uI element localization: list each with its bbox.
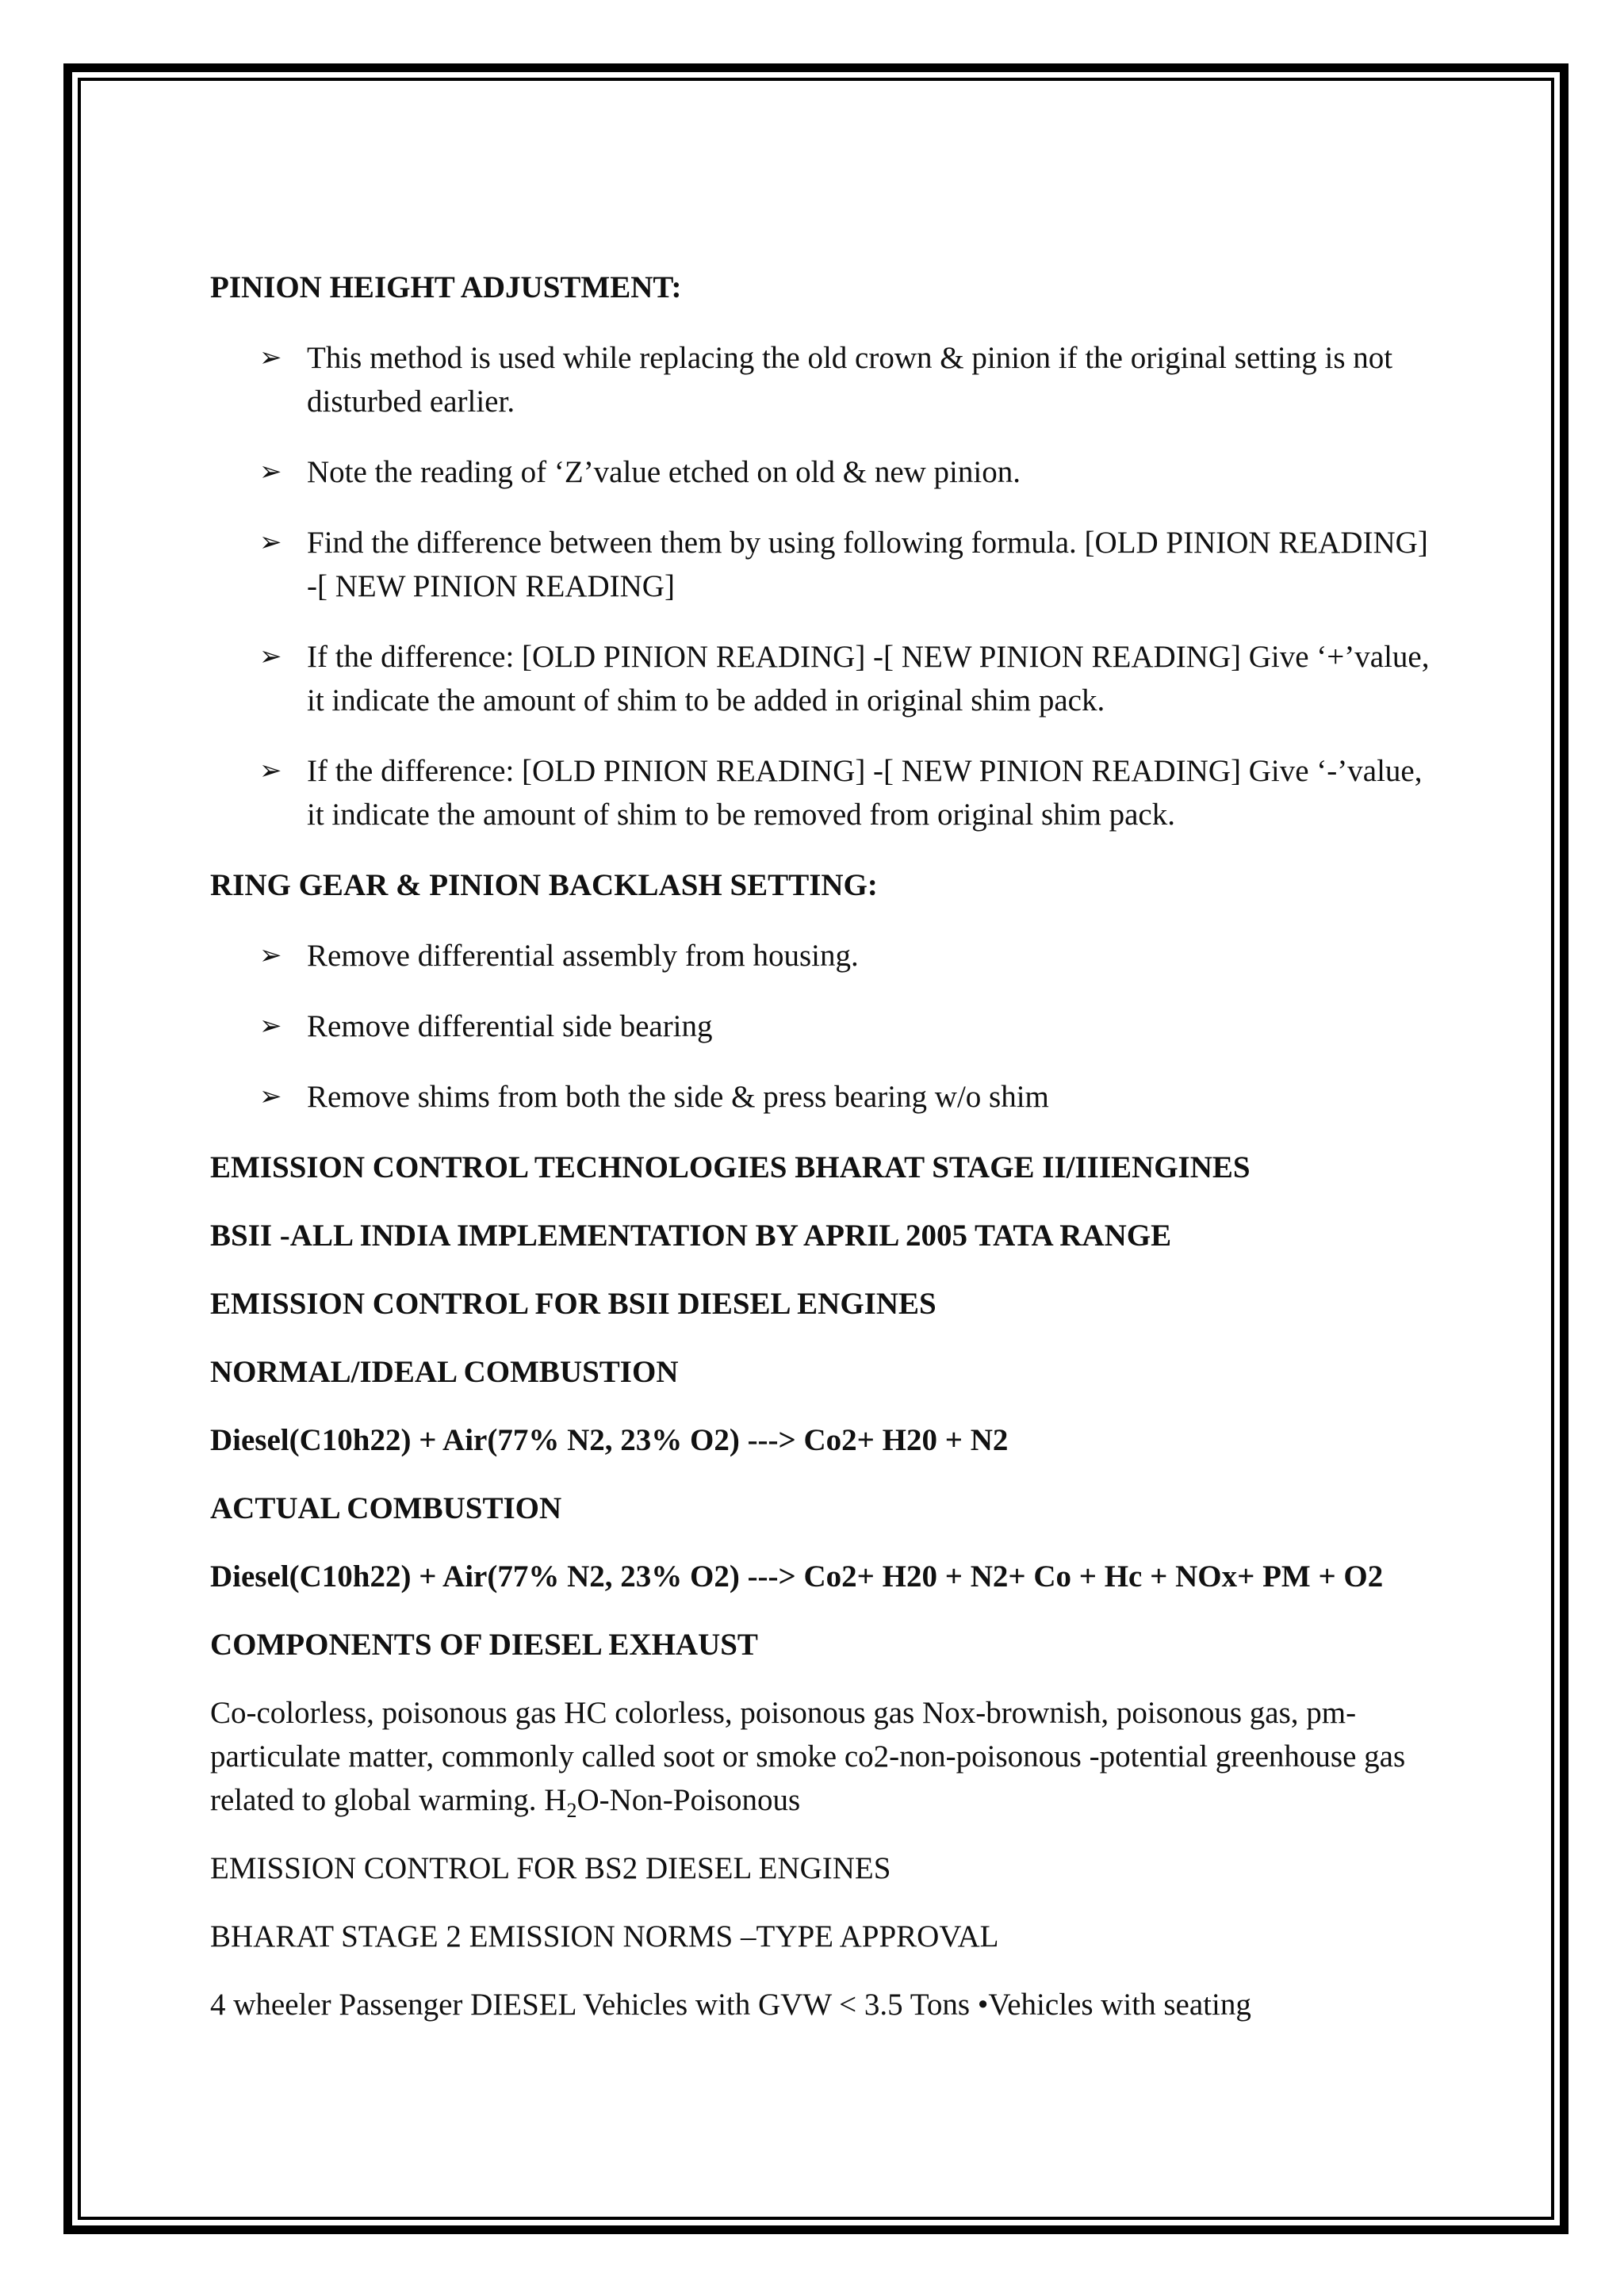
emission-control-bsii-heading: EMISSION CONTROL FOR BSII DIESEL ENGINES (210, 1287, 936, 1321)
arrow-bullet-icon: ➢ (259, 1081, 282, 1112)
passenger-vehicles-line: 4 wheeler Passenger DIESEL Vehicles with GVW < 3.5 Tons •Vehicles with seating (210, 1988, 1251, 2022)
list-item: ➢ This method is used while replacing the old crown & pinion if the original setting is not disturbed earlier. (210, 336, 1443, 423)
arrow-bullet-icon: ➢ (259, 755, 282, 786)
list-item: ➢ Remove differential side bearing (210, 1004, 1443, 1048)
actual-combustion-heading: ACTUAL COMBUSTION (210, 1491, 562, 1525)
list-item: ➢ Remove shims from both the side & press bearing w/o shim (210, 1075, 1443, 1119)
document-body (210, 266, 1443, 2051)
arrow-bullet-icon: ➢ (259, 641, 282, 672)
section-heading-backlash: RING GEAR & PINION BACKLASH SETTING: (210, 868, 878, 902)
exhaust-components-paragraph: Co-colorless, poisonous gas HC colorless, poisonous gas Nox-brownish, poisonous gas, pm-particulate matter, commonly called soot or smoke co2-non-poisonous -potential greenhouse gas related to global warming. $H_2O-Non$-Poisonous (210, 1696, 1406, 1822)
exhaust-components-heading: COMPONENTS OF DIESEL EXHAUST (210, 1628, 758, 1662)
list-item: ➢ Note the reading of ‘Z’value etched on old & new pinion. (210, 450, 1443, 494)
pinion-bullet-list (210, 336, 1443, 836)
bharat-stage-2-line: BHARAT STAGE 2 EMISSION NORMS –TYPE APPROVAL (210, 1919, 999, 1954)
list-item: ➢ If the difference: [OLD PINION READING] -[ NEW PINION READING] Give ‘-’value, it indicate the amount of shim to be removed from original shim pack. (210, 749, 1443, 836)
actual-combustion-formula: Diesel(C10h22) + Air(77% N2, 23% O2) ---> Co2+ H20 + N2+ Co + Hc + NOx+ PM + O2 (210, 1559, 1384, 1594)
arrow-bullet-icon: ➢ (259, 456, 282, 488)
list-item: ➢ If the difference: [OLD PINION READING] -[ NEW PINION READING] Give ‘+’value, it indicate the amount of shim to be added in original shim pack. (210, 635, 1443, 722)
backlash-bullet-list (210, 934, 1443, 1119)
emission-tech-heading: EMISSION CONTROL TECHNOLOGIES BHARAT STAGE II/IIIENGINES (210, 1150, 1251, 1184)
arrow-bullet-icon: ➢ (259, 939, 282, 971)
arrow-bullet-icon: ➢ (259, 342, 282, 373)
section-heading-pinion: PINION HEIGHT ADJUSTMENT: (210, 270, 682, 304)
bsii-implementation-heading: BSII -ALL INDIA IMPLEMENTATION BY APRIL 2005 TATA RANGE (210, 1219, 1172, 1253)
emission-control-bs2-line: EMISSION CONTROL FOR BS2 DIESEL ENGINES (210, 1851, 891, 1885)
normal-combustion-formula: Diesel(C10h22) + Air(77% N2, 23% O2) ---> Co2+ H20 + N2 (210, 1423, 1009, 1457)
arrow-bullet-icon: ➢ (259, 526, 282, 558)
arrow-bullet-icon: ➢ (259, 1010, 282, 1042)
normal-combustion-heading: NORMAL/IDEAL COMBUSTION (210, 1355, 679, 1389)
list-item: ➢ Find the difference between them by using following formula. [OLD PINION READING] -[ NEW PINION READING] (210, 521, 1443, 608)
list-item: ➢ Remove differential assembly from housing. (210, 934, 1443, 978)
